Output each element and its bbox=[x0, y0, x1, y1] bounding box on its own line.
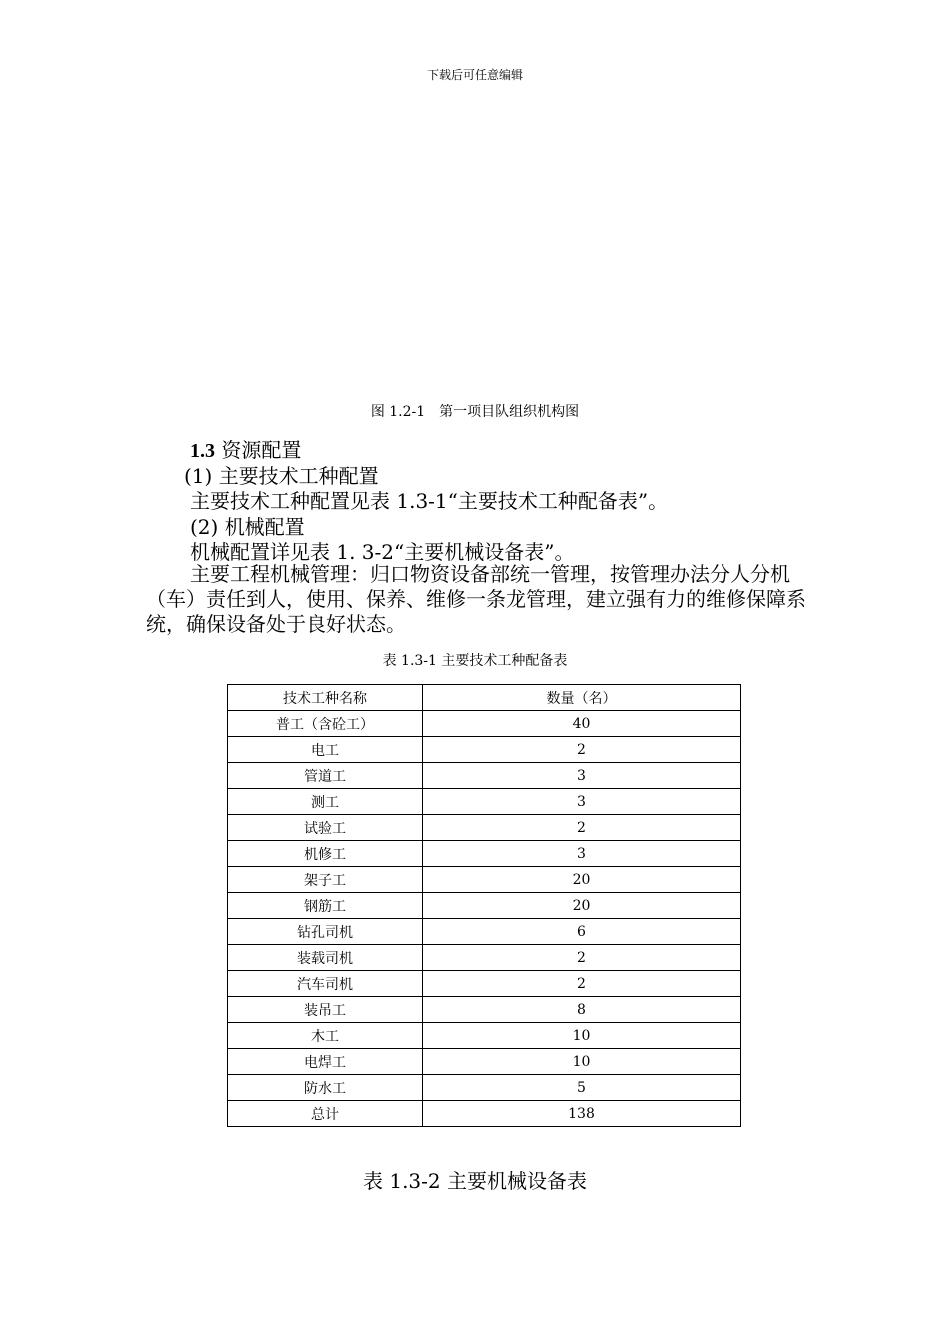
table-row bbox=[228, 711, 741, 737]
trade-name-cell: 试验工 bbox=[228, 815, 423, 841]
table-row bbox=[228, 867, 741, 893]
column-header-trade: 技术工种名称 bbox=[228, 685, 423, 711]
table-row bbox=[228, 1023, 741, 1049]
trade-count-cell: 138 bbox=[423, 1101, 741, 1127]
trade-name-cell: 管道工 bbox=[228, 763, 423, 789]
trade-name-cell: 电焊工 bbox=[228, 1049, 423, 1075]
trade-name-cell: 装吊工 bbox=[228, 997, 423, 1023]
trade-name-cell: 汽车司机 bbox=[228, 971, 423, 997]
table-row bbox=[228, 841, 741, 867]
section-heading bbox=[190, 434, 301, 463]
table-row bbox=[228, 737, 741, 763]
trade-count-cell: 3 bbox=[423, 841, 741, 867]
table2-caption: 表 1.3-2 主要机械设备表 bbox=[362, 1169, 587, 1193]
table-row bbox=[228, 789, 741, 815]
section-number: 1.3 bbox=[190, 440, 215, 462]
text-machinery-ref: 机械配置详见表 1. 3-2“主要机械设备表”。 bbox=[190, 540, 575, 564]
trade-count-cell: 3 bbox=[423, 789, 741, 815]
trade-count-cell: 5 bbox=[423, 1075, 741, 1101]
column-header-count: 数量（名） bbox=[423, 685, 741, 711]
page-header: 下载后可任意编辑 bbox=[426, 68, 523, 82]
trade-name-cell: 架子工 bbox=[228, 867, 423, 893]
table-row bbox=[228, 1075, 741, 1101]
trade-name-cell: 装载司机 bbox=[228, 945, 423, 971]
trade-name-cell: 测工 bbox=[228, 789, 423, 815]
trade-count-cell: 10 bbox=[423, 1049, 741, 1075]
trade-count-cell: 6 bbox=[423, 919, 741, 945]
trade-count-cell: 20 bbox=[423, 893, 741, 919]
trade-count-cell: 2 bbox=[423, 737, 741, 763]
trade-count-cell: 20 bbox=[423, 867, 741, 893]
trade-name-cell: 普工（含砼工） bbox=[228, 711, 423, 737]
table-row bbox=[228, 945, 741, 971]
trade-name-cell: 防水工 bbox=[228, 1075, 423, 1101]
table-row bbox=[228, 997, 741, 1023]
trade-count-cell: 10 bbox=[423, 1023, 741, 1049]
trade-count-cell: 2 bbox=[423, 945, 741, 971]
text-skilled-trades-ref: 主要技术工种配置见表 1.3-1“主要技术工种配备表”。 bbox=[190, 489, 669, 513]
table-row bbox=[228, 1049, 741, 1075]
trade-name-cell: 木工 bbox=[228, 1023, 423, 1049]
table-row bbox=[228, 763, 741, 789]
section-title: 资源配置 bbox=[215, 438, 302, 462]
machinery-management-paragraph: 主要工程机械管理：归口物资设备部统一管理，按管理办法分人分机（车）责任到人，使用、保养、维修一条龙管理，建立强有力的维修保障系统，确保设备处于良好状态。 bbox=[146, 562, 806, 636]
table-row bbox=[228, 815, 741, 841]
table-caption: 表 1.3-1 主要技术工种配备表 bbox=[382, 653, 568, 669]
trade-name-cell: 钻孔司机 bbox=[228, 919, 423, 945]
trade-count-cell: 2 bbox=[423, 815, 741, 841]
table-row bbox=[228, 919, 741, 945]
trade-name-cell: 钢筋工 bbox=[228, 893, 423, 919]
trade-name-cell: 总计 bbox=[228, 1101, 423, 1127]
trade-name-cell: 电工 bbox=[228, 737, 423, 763]
trade-count-cell: 2 bbox=[423, 971, 741, 997]
trade-count-cell: 8 bbox=[423, 997, 741, 1023]
table-row bbox=[228, 971, 741, 997]
subheading-skilled-trades: (1) 主要技术工种配置 bbox=[184, 464, 379, 488]
subheading-machinery: (2) 机械配置 bbox=[190, 515, 305, 539]
table-row bbox=[228, 893, 741, 919]
trade-count-cell: 40 bbox=[423, 711, 741, 737]
figure-caption: 图 1.2-1 第一项目队组织机构图 bbox=[370, 404, 580, 420]
table-header-row bbox=[228, 685, 741, 711]
skilled-trades-table bbox=[227, 684, 741, 1127]
trade-name-cell: 机修工 bbox=[228, 841, 423, 867]
trade-count-cell: 3 bbox=[423, 763, 741, 789]
table-row bbox=[228, 1101, 741, 1127]
